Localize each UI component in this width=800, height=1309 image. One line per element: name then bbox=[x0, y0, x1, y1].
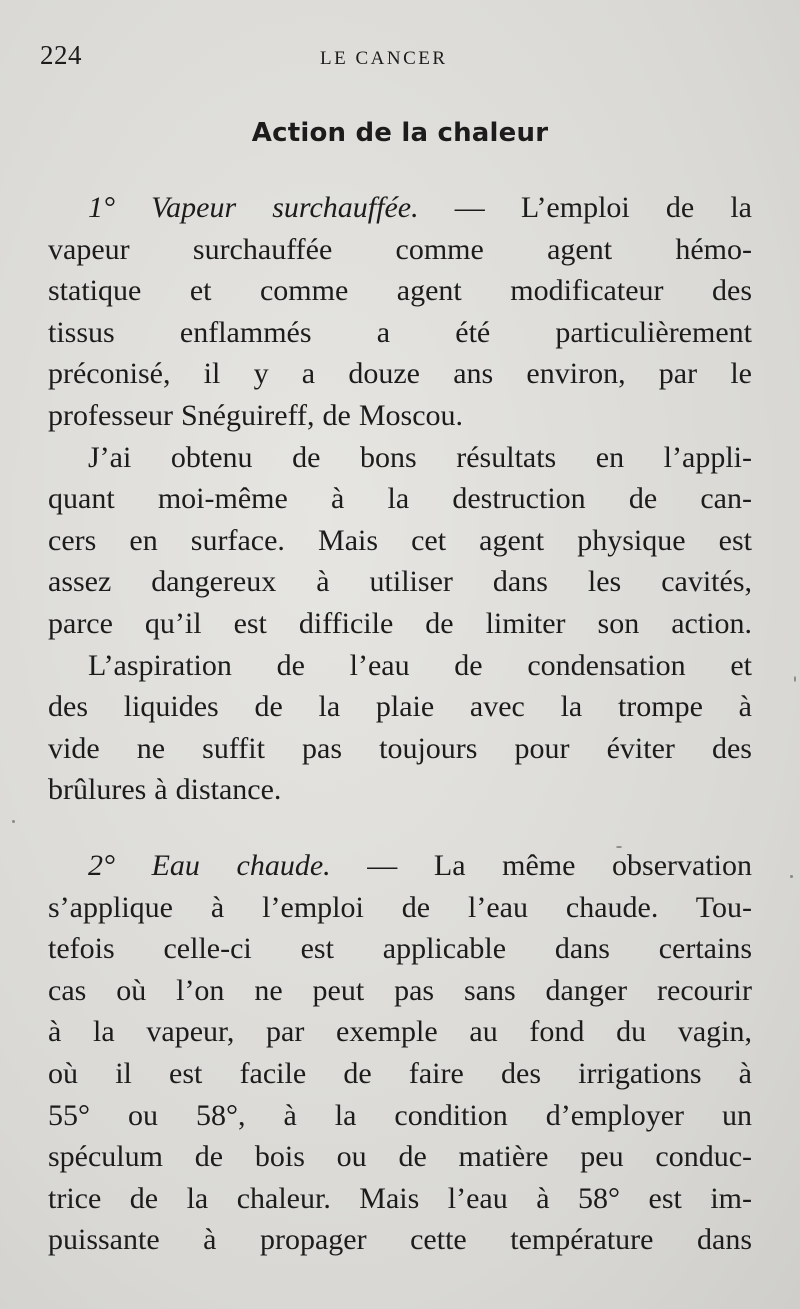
paper-speck bbox=[790, 875, 793, 878]
paper-speck bbox=[794, 676, 796, 682]
text-line: statique et comme agent modificateur des bbox=[48, 274, 752, 308]
text-line bbox=[48, 187, 752, 229]
text-line: s’applique à l’emploi de l’eau chaude. Tou- bbox=[48, 890, 752, 924]
text-line: où il est facile de faire des irrigations à bbox=[48, 1056, 752, 1090]
paragraph-aspiration bbox=[48, 645, 752, 811]
paper-speck bbox=[12, 820, 15, 823]
em-dash: — bbox=[330, 849, 434, 882]
text-line bbox=[48, 845, 752, 887]
text-line: 55° ou 58°, à la condition d’employer un bbox=[48, 1098, 752, 1132]
text-line: vapeur surchauffée comme agent hémo- bbox=[48, 232, 752, 266]
text-line: trice de la chaleur. Mais l’eau à 58° est im- bbox=[48, 1181, 752, 1215]
text-line-content: La même observation bbox=[433, 849, 753, 882]
text-line: assez dangereux à utiliser dans les cavités, bbox=[48, 565, 752, 599]
text-line: tissus enflammés a été particulièrement bbox=[48, 315, 752, 349]
text-line-content: L’emploi de la bbox=[520, 191, 752, 224]
text-line: des liquides de la plaie avec la trompe à bbox=[48, 690, 752, 724]
paragraph-eau-chaude bbox=[48, 845, 752, 1261]
text-line: cas où l’on ne peut pas sans danger recourir bbox=[48, 973, 752, 1007]
em-dash: — bbox=[418, 191, 521, 224]
text-line: à la vapeur, par exemple au fond du vagin, bbox=[48, 1015, 752, 1049]
paragraph-resultats bbox=[48, 437, 752, 645]
text-line: vide ne suffit pas toujours pour éviter des bbox=[48, 731, 752, 765]
text-line: J’ai obtenu de bons résultats en l’appli- bbox=[88, 440, 752, 474]
section-eau-chaude bbox=[48, 845, 752, 1261]
subsection-heading-eau-chaude: 2° Eau chaude. bbox=[88, 849, 331, 882]
text-line: puissante à propager cette température dans bbox=[48, 1223, 752, 1257]
text-line: spéculum de bois ou de matière peu conduc- bbox=[48, 1140, 752, 1174]
paragraph-vapeur-intro bbox=[48, 187, 752, 437]
paper-speck bbox=[616, 846, 622, 848]
text-line: quant moi-même à la destruction de can- bbox=[48, 482, 752, 516]
text-line: préconisé, il y a douze ans environ, par le bbox=[48, 357, 752, 391]
text-line: tefois celle-ci est applicable dans certains bbox=[48, 932, 752, 966]
running-head: LE CANCER bbox=[320, 48, 448, 69]
subsection-heading-vapeur: 1° Vapeur surchauffée. bbox=[88, 191, 419, 224]
text-line: parce qu’il est difficile de limiter son action. bbox=[48, 606, 752, 640]
section-title: Action de la chaleur bbox=[251, 118, 549, 148]
page-header bbox=[40, 40, 760, 80]
text-line: brûlures à distance. bbox=[48, 773, 282, 807]
section-vapeur bbox=[48, 187, 752, 811]
text-line: cers en surface. Mais cet agent physique est bbox=[48, 523, 752, 557]
page-number: 224 bbox=[40, 40, 82, 70]
text-line: professeur Snéguireff, de Moscou. bbox=[48, 398, 464, 432]
text-line: L’aspiration de l’eau de condensation et bbox=[88, 648, 752, 682]
